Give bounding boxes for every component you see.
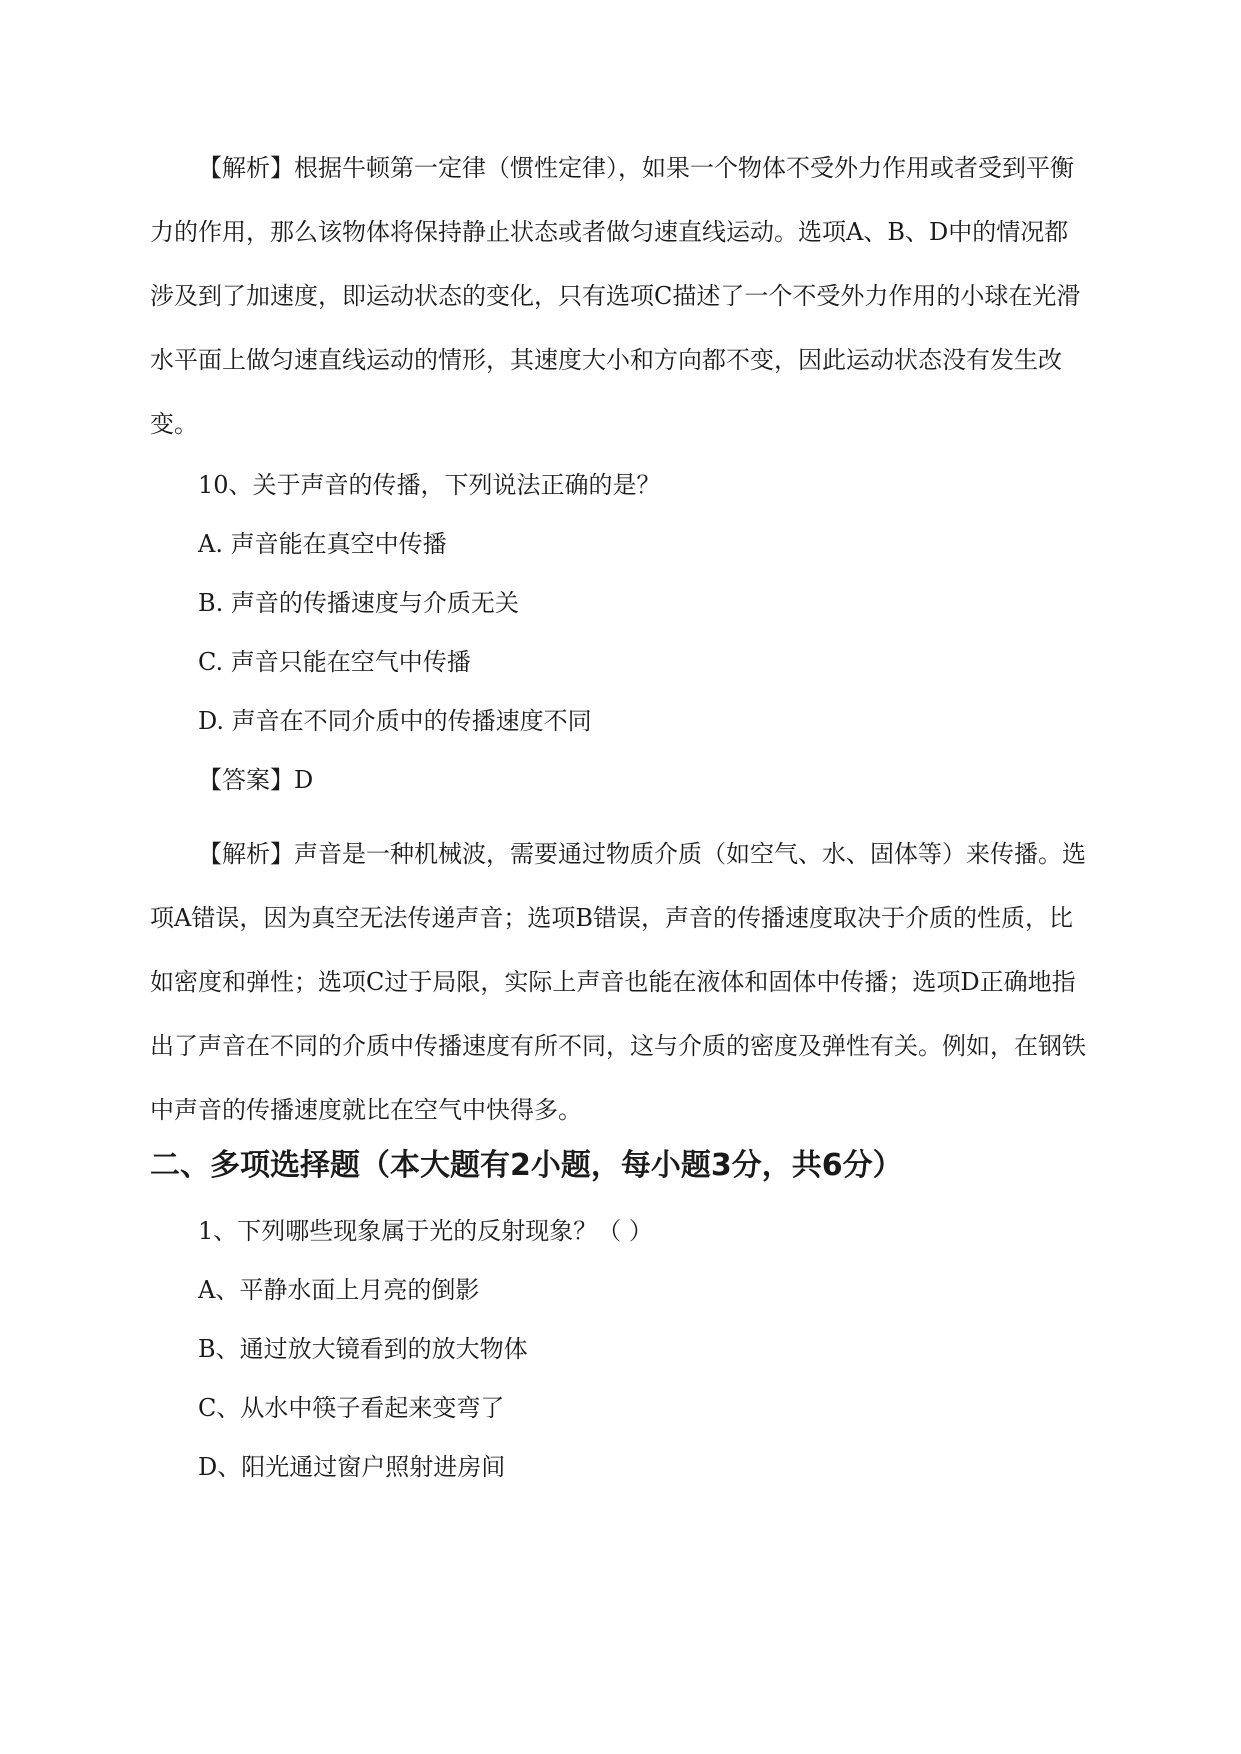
q10-option-b: B. 声音的传播速度与介质无关 bbox=[198, 589, 519, 617]
s2q1-option-c: C、从水中筷子看起来变弯了 bbox=[198, 1394, 505, 1422]
analysis-q9-text: 【解析】根据牛顿第一定律（惯性定律），如果一个物体不受外力作用或者受到平衡力的作用，那么该物体将保持静止状态或者做匀速直线运动。选项A、B、D中的情况都涉及到了加速度，即运动状态的变化，只有选项C描述了一个不受外力作用的小球在光滑水平面上做匀速直线运动的情形，其速度大小和方向都不变，因此运动状态没有发生改变。 bbox=[150, 154, 1081, 438]
q10-answer: 【答案】D bbox=[198, 766, 314, 794]
analysis-q9 bbox=[150, 136, 1090, 456]
s2q1-option-a: A、平静水面上月亮的倒影 bbox=[198, 1276, 480, 1304]
analysis-q10 bbox=[150, 822, 1090, 1142]
q10-option-a: A. 声音能在真空中传播 bbox=[198, 530, 447, 558]
q10-option-d: D. 声音在不同介质中的传播速度不同 bbox=[198, 707, 592, 735]
section2-question-1: 1、下列哪些现象属于光的反射现象？（ ） bbox=[198, 1217, 653, 1245]
s2q1-option-d: D、阳光通过窗户照射进房间 bbox=[198, 1453, 506, 1481]
q10-option-c: C. 声音只能在空气中传播 bbox=[198, 648, 471, 676]
question-10: 10、关于声音的传播，下列说法正确的是？ bbox=[198, 471, 661, 499]
section-heading: 二、多项选择题（本大题有2小题，每小题3分，共6分） bbox=[150, 1148, 903, 1183]
analysis-q10-text: 【解析】声音是一种机械波，需要通过物质介质（如空气、水、固体等）来传播。选项A错误，因为真空无法传递声音；选项B错误，声音的传播速度取决于介质的性质，比如密度和弹性；选项C过于局限，实际上声音也能在液体和固体中传播；选项D正确地指出了声音在不同的介质中传播速度有所不同，这与介质的密度及弹性有关。例如，在钢铁中声音的传播速度就比在空气中快得多。 bbox=[150, 840, 1086, 1124]
s2q1-option-b: B、通过放大镜看到的放大物体 bbox=[198, 1335, 528, 1363]
